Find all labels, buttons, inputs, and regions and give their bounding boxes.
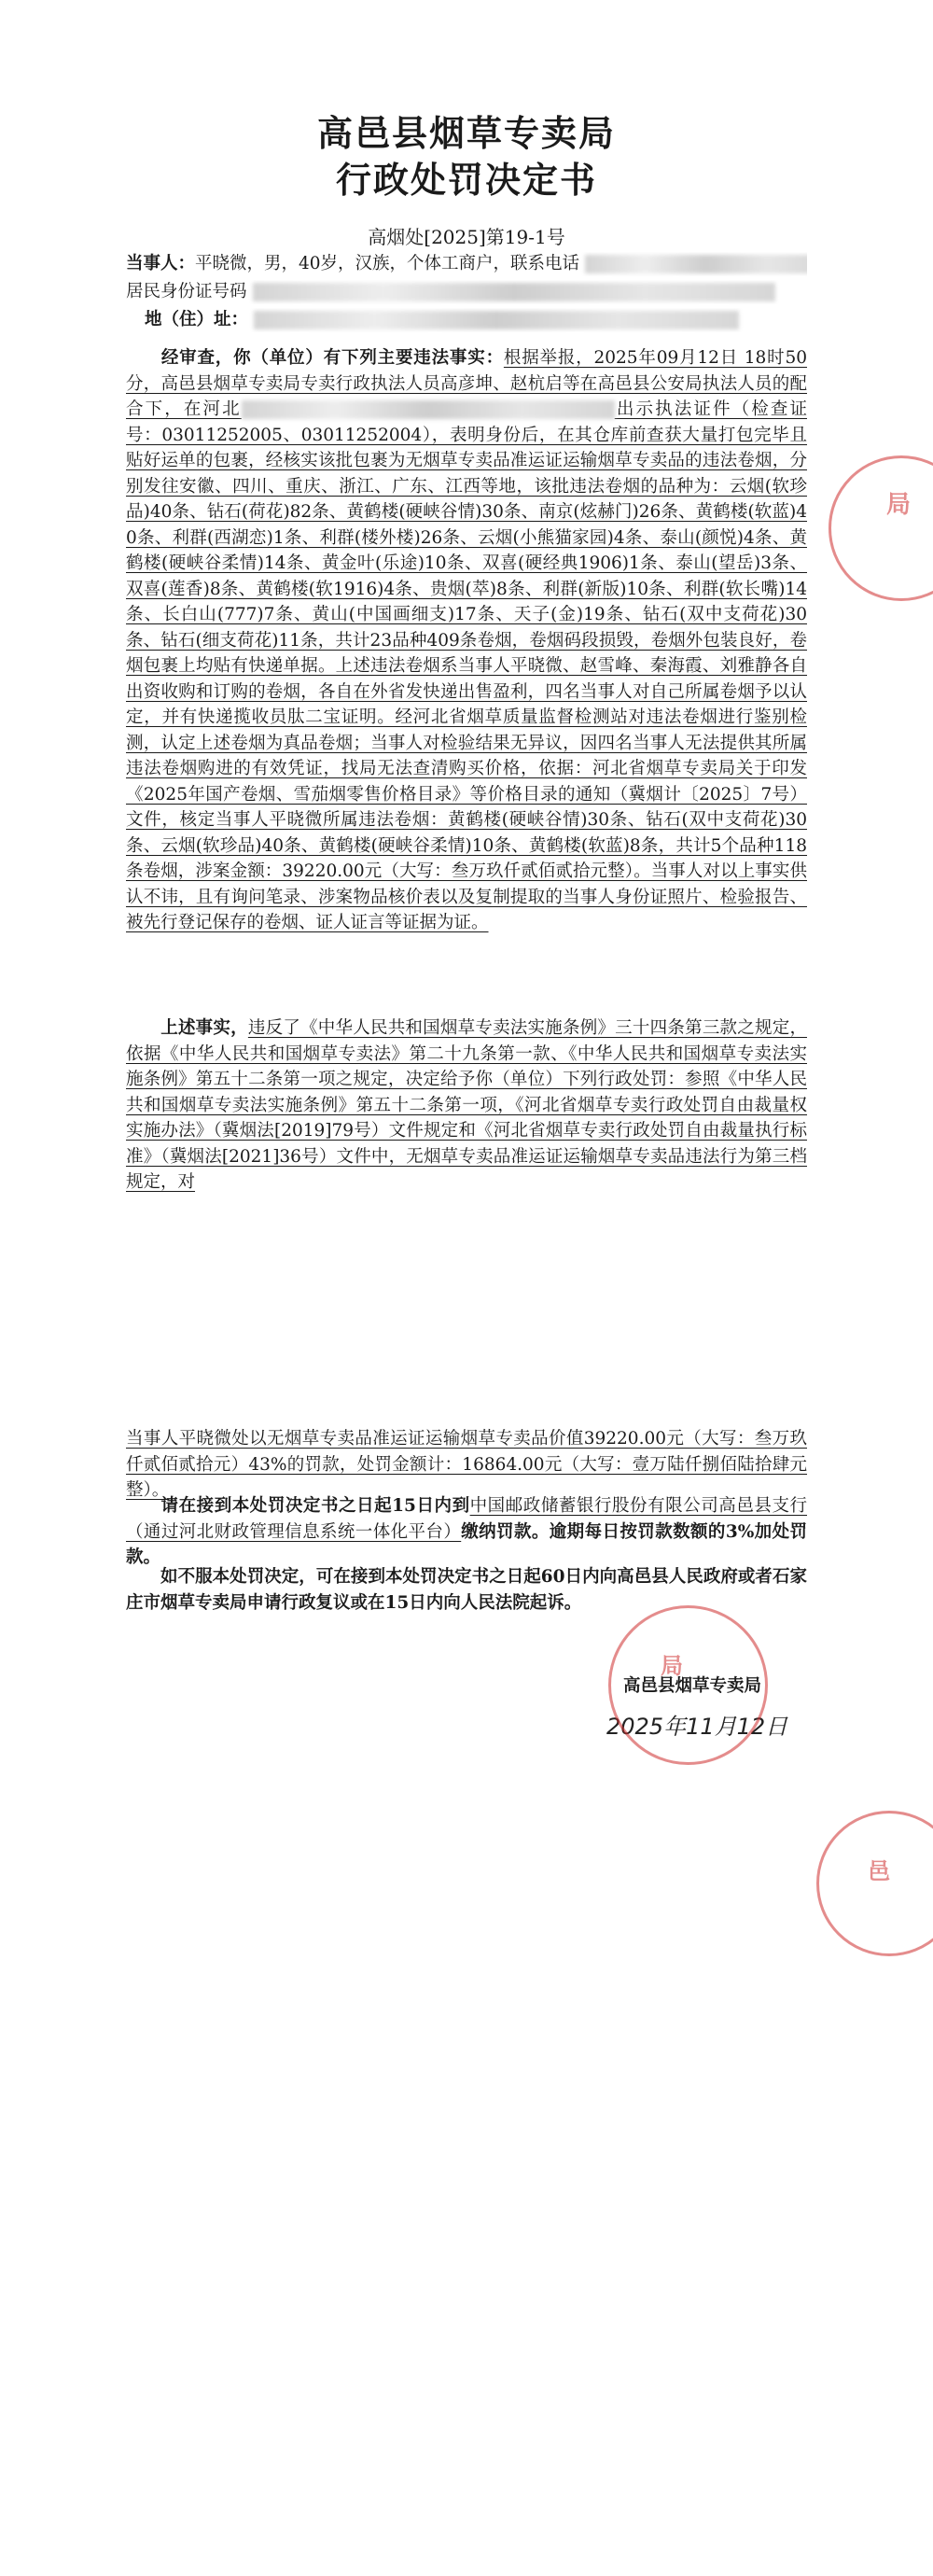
appeal-text: 如不服本处罚决定，可在接到本处罚决定书之日起60日内向高邑县人民政府或者石家庄市烟草专卖局申请行政复议或在15日内向人民法院起诉。 (126, 1567, 807, 1613)
seal-top-right (829, 455, 933, 601)
handwritten-date: 2025年11月12日 (606, 1714, 788, 1740)
payment-paragraph (126, 1493, 807, 1571)
facts-text-a: 根据举报，2025年09月12日 18时50分，高邑县烟草专卖局专卖行政执法人员高彦坤、赵杭启等在高邑县公安局执法人员的配合下，在河北 (126, 348, 807, 419)
id-label: 居民身份证号码 (126, 282, 247, 301)
payment-text-b: 缴纳罚款。逾期每日按罚款数额的3%加处罚款。 (126, 1521, 807, 1567)
issuer-signature: 高邑县烟草专卖局 (623, 1676, 762, 1696)
decision-lead: 上述事实， (160, 1018, 248, 1038)
id-line (126, 280, 807, 304)
facts-lead: 经审查，你（单位）有下列主要违法事实： (160, 348, 504, 368)
party-label: 当事人： (126, 254, 196, 273)
redacted-id (253, 283, 775, 301)
party-info: 平晓微，男，40岁，汉族，个体工商户，联系电话 (195, 254, 580, 273)
seal-bottom-text: 邑 (868, 1857, 890, 1884)
penalty-text: 当事人平晓微处以无烟草专卖品准运证运输烟草专卖品价值39220.00元（大写：叁万玖仟贰佰贰拾元）43%的罚款，处罚金额计：16864.00元（大写：壹万陆仟捌佰陆拾肆元整）。 (126, 1429, 807, 1500)
document-title: 行政处罚决定书 (335, 159, 597, 201)
payment-bank: 中国邮政储蓄银行股份有限公司高邑县支行（通过河北财政管理信息系统一体化平台） (126, 1496, 807, 1542)
redacted-location (242, 400, 615, 419)
address-line (126, 308, 826, 332)
redacted-phone (585, 255, 807, 273)
redacted-address (254, 311, 739, 329)
penalty-paragraph (126, 1426, 807, 1504)
official-seal-text: 局 (661, 1652, 683, 1679)
decision-paragraph (126, 1015, 807, 1196)
decision-text: 违反了《中华人民共和国烟草专卖法实施条例》三十四条第三款之规定，依据《中华人民共和国烟草专卖法》第二十九条第一款、《中华人民共和国烟草专卖法实施条例》第五十二条第一项之规定，决定给予你（单位）下列行政处罚：参照《中华人民共和国烟草专卖法实施条例》第五十二条第一项，《河北省烟草专卖行政处罚自由裁量权实施办法》（冀烟法[2019]79号）文件规定和《河北省烟草专卖行政处罚自由裁量执行标准》（冀烟法[2021]36号）文件中，无烟草专卖品准运证运输烟草专卖品违法行为第三档规定，对 (126, 1018, 807, 1192)
payment-text-a: 请在接到本处罚决定书之日起15日内到 (160, 1496, 470, 1516)
facts-paragraph (126, 345, 807, 936)
page-break (0, 1274, 933, 1386)
official-seal (608, 1605, 768, 1765)
address-label: 地（住）址： (145, 310, 249, 329)
document-number: 高烟处[2025]第19-1号 (368, 226, 565, 248)
seal-top-text: 局 (886, 491, 912, 519)
issuer-title: 高邑县烟草专卖局 (316, 112, 616, 154)
facts-text-b: 出示执法证件（检查证号：03011252005、03011252004），表明身份后，在其仓库前查获大量打包完毕且贴好运单的包裹，经核实该批包裹为无烟草专卖品准运证运输烟草专卖品的违法卷烟，分别发往安徽、四川、重庆、浙江、广东、江西等地，该批违法卷烟的品种为：云烟(软珍品)40条、钻石(荷花)82条、黄鹤楼(硬峡谷情)30条、南京(炫赫门)26条、黄鹤楼(软蓝)40条、利群(西湖恋)1条、利群(楼外楼)26条、云烟(小熊猫家园)4条、泰山(颜悦)4条、黄鹤楼(硬峡谷柔情)14条、黄金叶(乐途)10条、双喜(硬经典1906)1条、泰山(望岳)3条、双喜(莲香)8条、黄鹤楼(软1916)4条、贵烟(萃)8条、利群(新版)10条、利群(软长嘴)14条、长白山(777)7条、黄山(中国画细支)17条、天子(金)19条、钻石(双中支荷花)30条、钻石(细支荷花)11条，共计23品种409条卷烟，卷烟码段损毁，卷烟外包装良好，卷烟包裹上均贴有快递单据。上述违法卷烟系当事人平晓微、赵雪峰、秦海霞、刘雅静各自出资收购和订购的卷烟，各自在外省发快递出售盈利，四名当事人对自己所属卷烟予以认定，并有快递揽收员肽二宝证明。经河北省烟草质量监督检测站对违法卷烟进行鉴别检测，认定上述卷烟为真品卷烟；当事人对检验结果无异议，因四名当事人无法提供其所属违法卷烟购进的有效凭证，找局无法查清购买价格，依据：河北省烟草专卖局关于印发《2025年国产卷烟、雪茄烟零售价格目录》等价格目录的通知（冀烟计〔2025〕7号）文件，核定当事人平晓微所属违法卷烟：黄鹤楼(硬峡谷情)30条、钻石(双中支荷花)30条、云烟(软珍品)40条、黄鹤楼(硬峡谷柔情)10条、黄鹤楼(软蓝)8条，共计5个品种118条卷烟，涉案金额：39220.00元（大写：叁万玖仟贰佰贰拾元整）。当事人对以上事实供认不讳，且有询问笔录、涉案物品核价表以及复制提取的当事人身份证照片、检验报告、被先行登记保存的卷烟、证人证言等证据为证。 (126, 399, 807, 932)
party-line (126, 252, 807, 276)
